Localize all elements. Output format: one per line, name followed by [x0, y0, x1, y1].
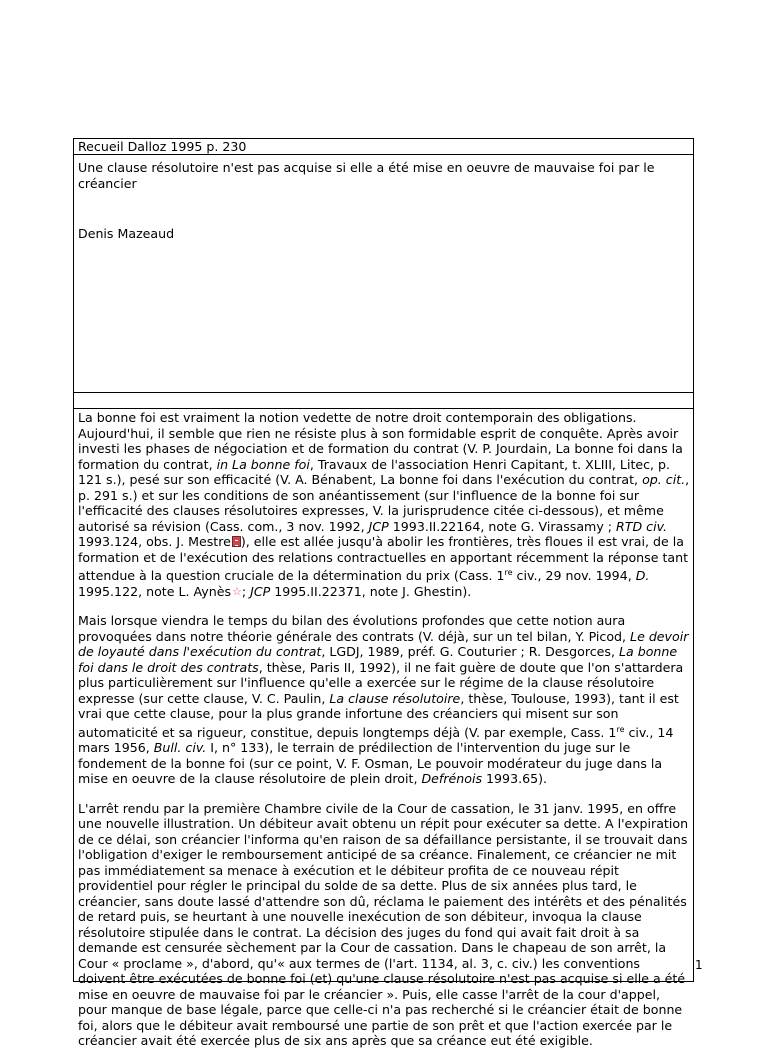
text-run: 1993.124, obs. J. Mestre [78, 534, 231, 549]
document-frame [73, 138, 694, 1049]
text-run: civ., 29 nov. 1994, [512, 568, 636, 584]
text-run: op. cit. [642, 472, 686, 487]
text-run: , LGDJ, 1989, préf. G. Couturier ; R. Desgorces, [321, 644, 619, 660]
text-run: D. [635, 568, 650, 584]
text-run: civ., 14 mars 1956, [78, 724, 674, 756]
text-run: La bonne foi est vraiment la notion vedette de notre droit contemporain des obligations. Aujourd'hui, il semble que rien ne résiste plus à son formidable esprit de conquête. Après avoir investi les phases de négociation et de formation du contrat (V. P. Jourdain, La bonne foi dans la formation du contrat, [78, 410, 683, 472]
text-run: 1995.II.22371, note J. Ghestin). [270, 583, 472, 599]
paragraph-2 [78, 613, 691, 787]
text-run: , Travaux de l'association Henri Capitant, t. XLIII, Litec, p. 121 s.), pesé sur son efficacité (V. A. Bénabent, La bonne foi dans l'exécution du contrat, [78, 456, 671, 487]
text-run: , thèse, Toulouse, 1993), tant il est vrai que cette clause, pour la plus grande infortune des créanciers qui misent sur son automaticité et sa rigueur, constitue, depuis longtemps déjà (V. par exemple, Cass. 1 [78, 690, 679, 740]
source-row [74, 139, 693, 155]
text-run: in La bonne foi [216, 456, 310, 472]
source-reference: Recueil Dalloz 1995 p. 230 [78, 139, 247, 154]
text-run: JCP [250, 583, 271, 599]
text-run: 1993.II.22164, note G. Virassamy ; [388, 518, 617, 534]
text-run: Le devoir de loyauté dans l'exécution du contrat [78, 628, 689, 660]
text-run: I, n° 133), le terrain de prédilection de l'intervention du juge sur le fondement de la bonne foi (sur ce point, V. F. Osman, Le pouvoir modérateur du juge dans la mise en oeuvre de la clause résolutoire de plein droit, [78, 740, 663, 787]
text-run: ; [241, 583, 251, 599]
text-run: Bull. civ. [153, 740, 207, 756]
text-run: ), elle est allée jusqu'à abolir les frontières, très floues il est vrai, de la formation et de l'exécution des relations contractuelles en apportant récemment la réponse tant attendue à la question cruciale de la détermination du prix (Cass. 1 [78, 534, 689, 584]
article-body [74, 410, 693, 1049]
text-run: La bonne foi dans le droit des contrats [78, 644, 678, 675]
text-run: RTD civ. [616, 518, 668, 534]
superscript: re [504, 568, 513, 577]
paragraph-3: L'arrêt rendu par la première Chambre civile de la Cour de cassation, le 31 janv. 1995, en offre une nouvelle illustration. Un débiteur avait obtenu un répit pour exécuter sa dette. A l'expiration de ce délai, son créancier l'informa qu'en raison de sa défaillance persistante, il se trouvait dans l'obligation d'exiger le remboursement anticipé de sa créance. Finalement, ce créancier ne mit pas immédiatement sa menace à exécution et le débiteur profita de ce nouveau répit providentiel pour régler le principal du solde de sa dette. Plus de six années plus tard, le créancier, sans doute lassé d'attendre son dû, réclama le paiement des intérêts et des pénalités de retard puis, se heurtant à une nouvelle inexécution de son débiteur, invoqua la clause résolutoire stipulée dans le contrat. La décision des juges du fond qui avait fait droit à sa demande est censurée sèchement par la Cour de cassation. Dans le chapeau de son arrêt, la Cour « proclame », d'abord, qu'« aux termes de (l'art. 1134, al. 3, c. civ.) les conventions doivent être exécutées de bonne foi (et) qu'une clause résolutoire n'est pas acquise si elle a été mise en oeuvre de mauvaise foi par le créancier ». Puis, elle casse l'arrêt de la cour d'appel, pour manque de base légale, parce que celle-ci n'a pas recherché si le créancier était de bonne foi, alors que le débiteur avait remboursé une partie de son prêt et que l'action exercée par le créancier avait été exercée plus de six ans après que sa créance eut été exigible. [78, 800, 689, 1049]
text-run: Defrénois [421, 771, 483, 787]
text-run: , p. 291 s.) et sur les conditions de son anéantissement (sur l'influence de la bonne foi sur l'efficacité des clauses résolutoires expresses, V. la jurisprudence citée ci-dessous), et même autorisé sa révision (Cass. com., 3 nov. 1992, [78, 472, 690, 534]
text-run: La clause résolutoire [329, 690, 461, 706]
page-number: 1 [695, 958, 703, 972]
text-run: 1995.122, note L. Aynès [78, 583, 232, 599]
title-row [74, 155, 693, 393]
text-run: JCP [368, 518, 389, 534]
text-run: 1993.65). [482, 771, 548, 787]
paragraph-1 [78, 410, 691, 599]
text-run: , thèse, Paris II, 1992), il ne fait guère de doute que l'on s'attardera plus particulièrement sur l'influence qu'elle a exercée sur le régime de la clause résolutoire expresse (sur cette clause, V. C. Paulin, [78, 659, 684, 706]
pdf-document-icon[interactable] [232, 536, 241, 547]
star-icon[interactable]: ☆ [232, 584, 242, 598]
superscript: re [616, 724, 625, 734]
text-run: Mais lorsque viendra le temps du bilan des évolutions profondes que cette notion aura provoquées dans notre théorie générale des contrats (V. déjà, sur un tel bilan, Y. Picod, [78, 613, 631, 644]
article-author: Denis Mazeaud [78, 226, 175, 241]
article-title: Une clause résolutoire n'est pas acquise si elle a été mise en oeuvre de mauvaise foi par le créancier [78, 160, 655, 191]
blank-row [74, 393, 693, 409]
